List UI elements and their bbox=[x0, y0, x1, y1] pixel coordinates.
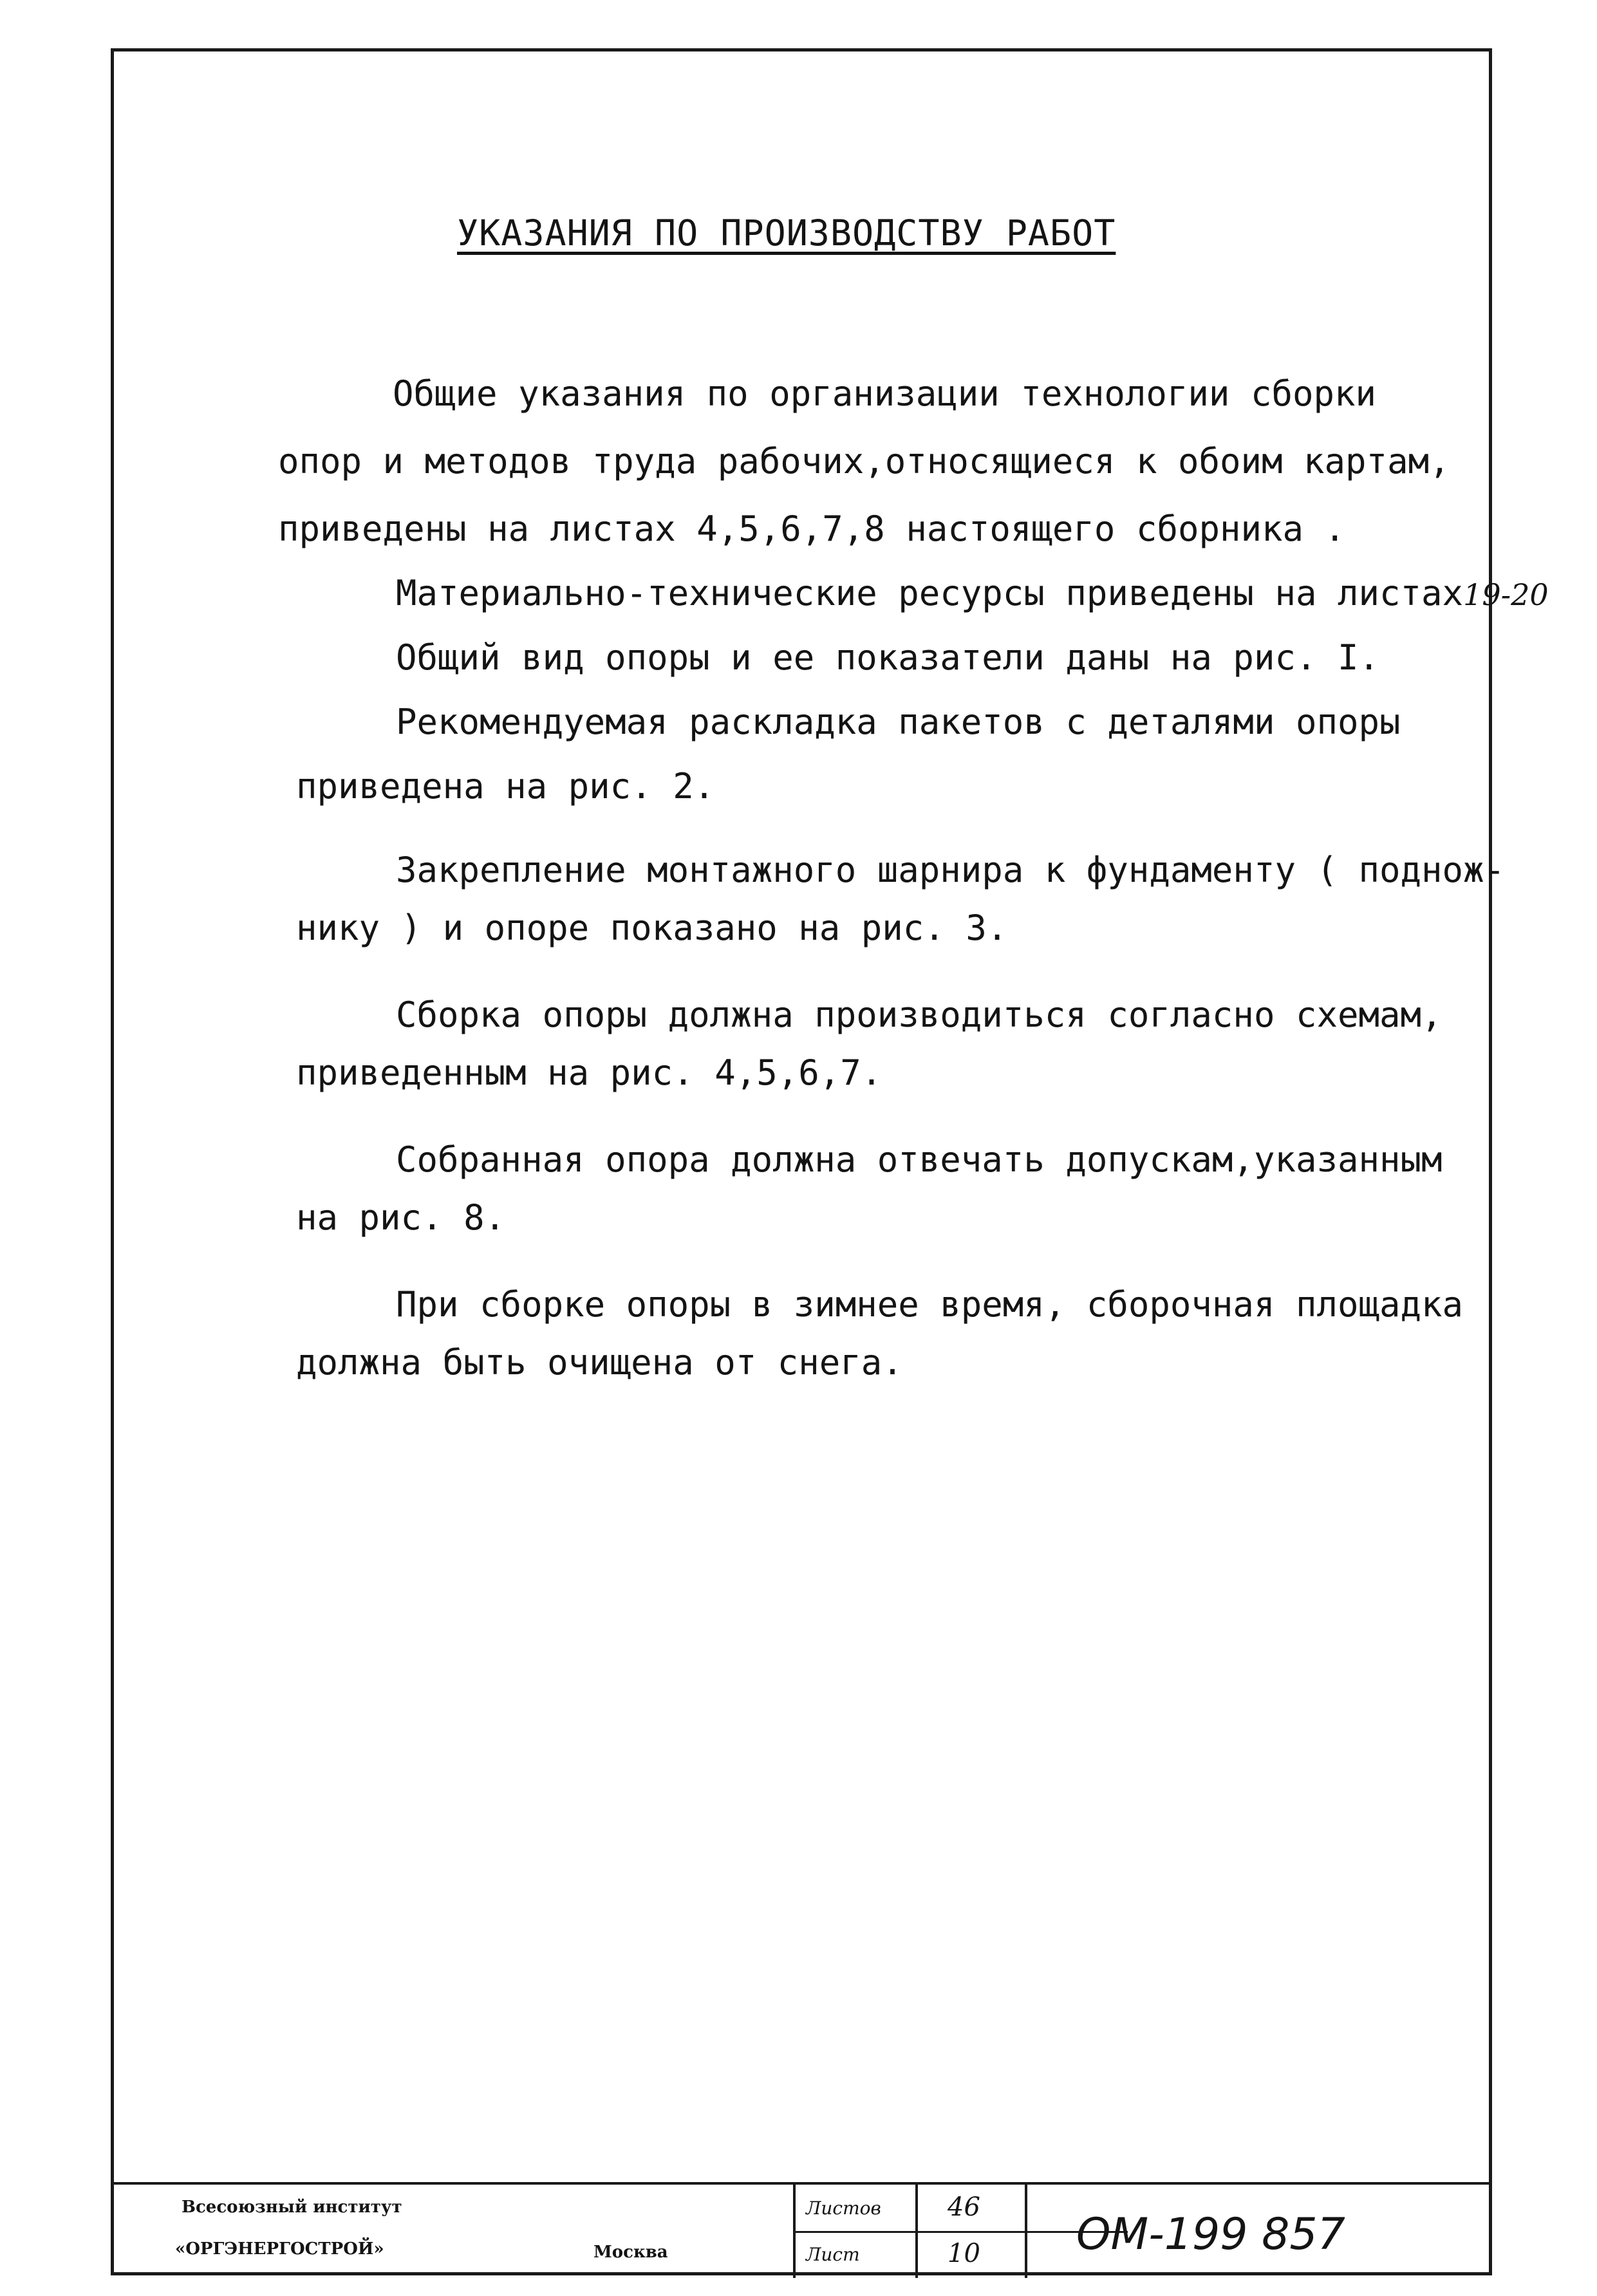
sheet-number-value: 10 bbox=[948, 2239, 980, 2268]
institute-name-line-1: Всесоюзный институт bbox=[182, 2198, 402, 2217]
text-line-12: Собранная опора должна отвечать допускам,указанным bbox=[396, 1139, 1443, 1180]
text-line-11: приведенным на рис. 4,5,6,7. bbox=[296, 1052, 883, 1093]
text-line-13: на рис. 8. bbox=[296, 1197, 506, 1238]
text-line-7: приведена на рис. 2. bbox=[296, 766, 715, 807]
text-line-1: Общие указания по организации технологии сборки bbox=[393, 373, 1377, 414]
title-block-stamp bbox=[111, 2182, 1492, 2278]
text-line-5: Общий вид опоры и ее показатели даны на рис. I. bbox=[396, 637, 1380, 678]
sheet-number-label: Лист bbox=[806, 2244, 860, 2265]
institute-name-line-2: «ОРГЭНЕРГОСТРОЙ» bbox=[175, 2239, 384, 2259]
text-line-4 bbox=[396, 573, 1549, 613]
handwritten-sheet-range: 19-20 bbox=[1463, 577, 1549, 612]
text-line-4-main: Материально-технические ресурсы приведены на листах bbox=[396, 573, 1464, 613]
text-line-3: приведены на листах 4,5,6,7,8 настоящего сборника . bbox=[278, 509, 1346, 549]
text-line-14: При сборке опоры в зимнее время, сборочная площадка bbox=[396, 1284, 1464, 1325]
sheets-count-label: Листов bbox=[806, 2198, 881, 2219]
document-number: ОМ-199 857 bbox=[1076, 2209, 1345, 2260]
text-line-8: Закрепление монтажного шарнира к фундаменту ( поднож- bbox=[396, 850, 1506, 890]
page-title: УКАЗАНИЯ ПО ПРОИЗВОДСТВУ РАБОТ bbox=[457, 212, 1116, 254]
text-line-9: нику ) и опоре показано на рис. 3. bbox=[296, 908, 1008, 948]
text-line-6: Рекомендуемая раскладка пакетов с деталями опоры bbox=[396, 702, 1401, 742]
text-line-15: должна быть очищена от снега. bbox=[296, 1342, 903, 1383]
sheets-count-value: 46 bbox=[948, 2192, 980, 2222]
text-line-10: Сборка опоры должна производиться согласно схемам, bbox=[396, 994, 1443, 1035]
city-label: Москва bbox=[593, 2243, 668, 2262]
text-line-2: опор и методов труда рабочих,относящиеся к обоим картам, bbox=[278, 441, 1450, 481]
